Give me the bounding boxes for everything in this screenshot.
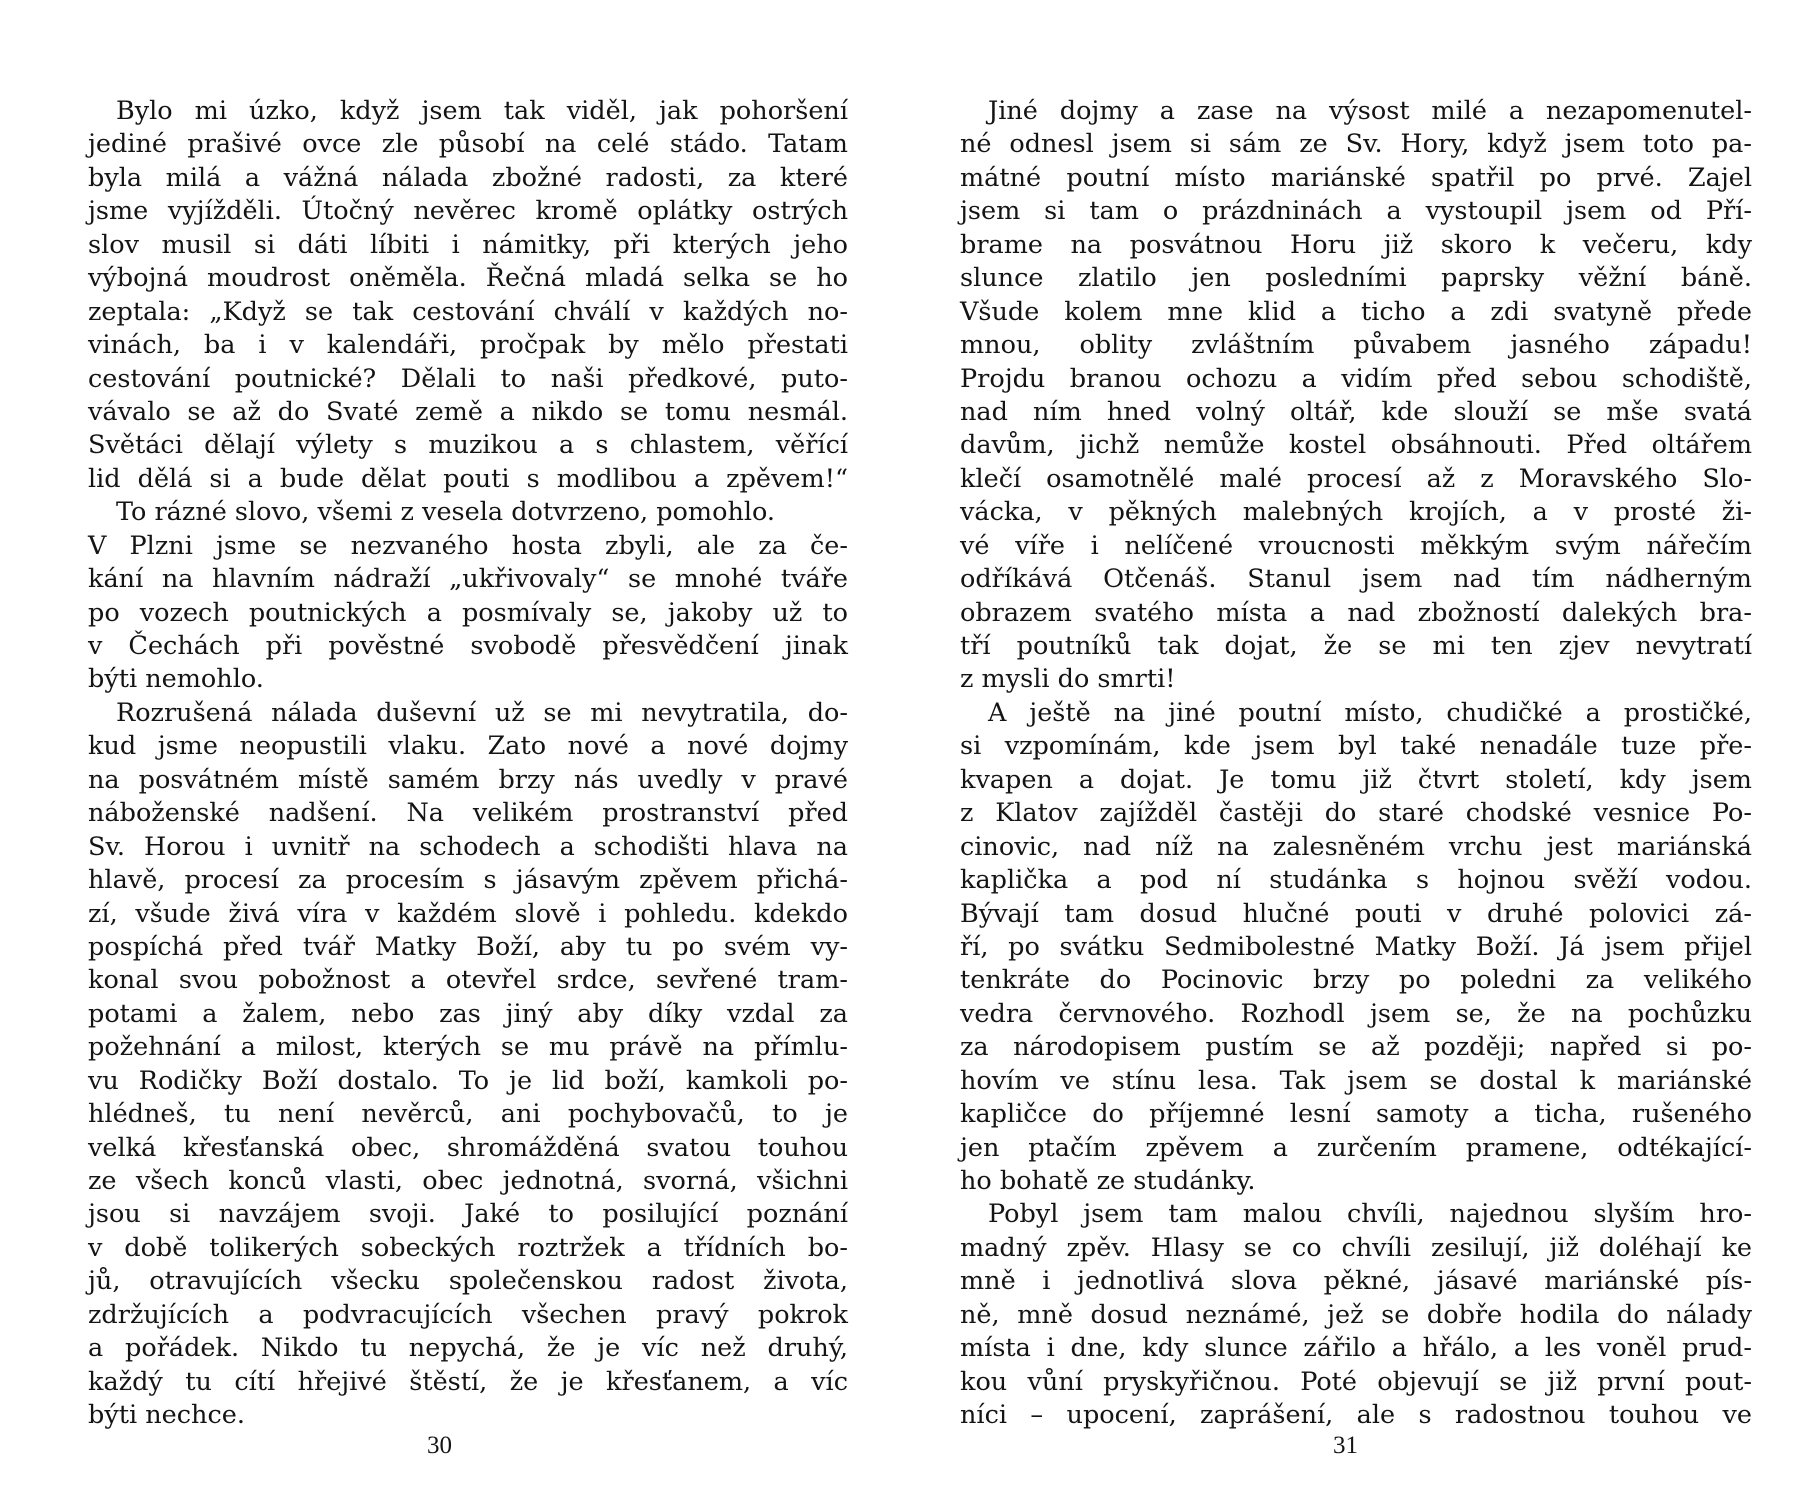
text-line: náboženské nadšení. Na velikém prostranství před	[88, 798, 848, 829]
text-line: za národopisem pustím se až později; napřed si po-	[960, 1032, 1752, 1063]
text-line: nad ním hned volný oltář, kde slouží se mše svatá	[960, 396, 1752, 427]
text-line: ně, mně dosud neznámé, jež se dobře hodila do nálady	[960, 1299, 1752, 1330]
text-line: vé víře i nelíčené vroucnosti měkkým svým nářečím	[960, 530, 1752, 561]
text-line: slunce zlatilo jen posledními paprsky věžní báně.	[960, 263, 1752, 294]
text-line: mně i jednotlivá slova pěkné, jásavé mariánské pís-	[960, 1266, 1752, 1297]
text-line: Jiné dojmy a zase na výsost milé a nezapomenutel-	[988, 96, 1752, 126]
text-line: ho bohatě ze studánky.	[960, 1166, 1256, 1196]
page-number-left: 30	[427, 1432, 452, 1459]
text-line: ze všech konců vlasti, obec jednotná, svorná, všichni	[88, 1166, 848, 1196]
text-line: slov musil si dáti líbiti i námitky, při kterých jeho	[88, 229, 848, 260]
right-page-text	[960, 95, 1752, 1433]
text-line: po vozech poutnických a posmívaly se, jakoby už to	[88, 597, 848, 628]
text-line: To rázné slovo, všemi z vesela dotvrzeno, pomohlo.	[116, 497, 776, 528]
text-line: z mysli do smrti!	[960, 664, 1176, 695]
text-line: jsou si navzájem svoji. Jaké to posilující poznání	[88, 1199, 848, 1230]
text-line: hlavě, procesí za procesím s jásavým zpěvem přichá-	[88, 865, 848, 896]
text-line: kaplička a pod ní studánka s hojnou svěží vodou.	[960, 865, 1752, 896]
text-line: si vzpomínám, kde jsem byl také nenadále tuze pře-	[960, 731, 1752, 762]
text-line: odříkává Otčenáš. Stanul jsem nad tím nádherným	[960, 564, 1752, 595]
text-line: v Čechách při pověstné svobodě přesvědčení jinak	[88, 631, 848, 661]
text-line: hovím ve stínu lesa. Tak jsem se dostal k mariánské	[960, 1065, 1752, 1096]
text-line: konal svou pobožnost a otevřel srdce, sevřené tram-	[88, 965, 848, 996]
text-line: každý tu cítí hřejivé štěstí, že je křesťanem, a víc	[88, 1366, 848, 1397]
text-line: mnou, oblity zvláštním půvabem jasného západu!	[960, 330, 1752, 361]
text-line: Všude kolem mne klid a ticho a zdi svatyně přede	[960, 296, 1752, 327]
text-line: V Plzni jsme se nezvaného hosta zbyli, ale za če-	[88, 530, 848, 561]
text-line: pospíchá před tvář Matky Boží, aby tu po svém vy-	[88, 931, 848, 962]
text-line: Pobyl jsem tam malou chvíli, najednou slyším hro-	[988, 1199, 1752, 1230]
text-line: vinách, ba i v kalendáři, pročpak by mělo přestati	[88, 330, 848, 361]
text-line: velká křesťanská obec, shromážděná svatou touhou	[88, 1132, 848, 1163]
text-line: Sv. Horou i uvnitř na schodech a schodišti hlava na	[88, 831, 848, 862]
left-page-text	[88, 95, 848, 1433]
text-line: A ještě na jiné poutní místo, chudičké a prostičké,	[988, 697, 1752, 728]
text-line: vu Rodičky Boží dostalo. To je lid boží, kamkoli po-	[88, 1065, 848, 1096]
text-line: potami a žalem, nebo zas jiný aby díky vzdal za	[88, 998, 848, 1029]
text-line: Rozrušená nálada duševní už se mi nevytratila, do-	[116, 697, 848, 728]
text-line: ří, po svátku Sedmibolestné Matky Boží. Já jsem přijel	[960, 931, 1752, 962]
text-line: Bývají tam dosud hlučné pouti v druhé polovici zá-	[960, 898, 1752, 929]
text-line: cinovic, nad níž na zalesněném vrchu jest mariánská	[960, 831, 1752, 862]
text-line: kání na hlavním nádraží „ukřivovaly“ se mnohé tváře	[88, 564, 848, 595]
text-line: klečí osamotnělé malé procesí až z Moravského Slo-	[960, 463, 1752, 494]
text-line: zí, všude živá víra v každém slově i pohledu. kdekdo	[88, 898, 848, 929]
text-line: né odnesl jsem si sám ze Sv. Hory, když jsem toto pa-	[960, 129, 1752, 160]
text-line: tenkráte do Pocinovic brzy po poledni za velikého	[960, 965, 1752, 996]
text-line: jediné prašivé ovce zle působí na celé stádo. Tatam	[88, 129, 848, 160]
text-line: jen ptačím zpěvem a zurčením pramene, odtékající-	[960, 1132, 1752, 1163]
text-line: brame na posvátnou Horu již skoro k večeru, kdy	[960, 229, 1752, 260]
text-line: vedra červnového. Rozhodl jsem se, že na pochůzku	[960, 998, 1752, 1029]
text-line: zdržujících a podvracujících všechen pravý pokrok	[88, 1299, 848, 1330]
text-line: hlédneš, tu není nevěrců, ani pochybovačů, to je	[88, 1099, 848, 1130]
text-line: býti nechce.	[88, 1400, 245, 1431]
text-line: davům, jichž nemůže kostel obsáhnouti. Před oltářem	[960, 430, 1752, 461]
text-line: vávalo se až do Svaté země a nikdo se tomu nesmál.	[88, 396, 848, 427]
text-line: Bylo mi úzko, když jsem tak viděl, jak pohoršení	[116, 96, 848, 126]
text-line: obrazem svatého místa a nad zbožností dalekých bra-	[960, 597, 1752, 628]
text-line: cestování poutnické? Dělali to naši předkové, puto-	[88, 363, 848, 394]
text-line: místa i dne, kdy slunce zářilo a hřálo, a les voněl prud-	[960, 1333, 1752, 1364]
text-line: kud jsme neopustili vlaku. Zato nové a nové dojmy	[88, 731, 848, 762]
text-line: kvapen a dojat. Je tomu již čtvrt století, kdy jsem	[960, 764, 1752, 795]
text-line: a pořádek. Nikdo tu nepychá, že je víc než druhý,	[88, 1333, 848, 1364]
text-line: jsem si tam o prázdninách a vystoupil jsem od Pří-	[960, 196, 1752, 227]
text-line: tří poutníků tak dojat, že se mi ten zjev nevytratí	[960, 631, 1752, 661]
text-line: níci – upocení, zaprášení, ale s radostnou touhou ve	[960, 1400, 1752, 1431]
text-line: Světáci dělají výlety s muzikou a s chlastem, věřící	[88, 430, 848, 461]
text-line: mátné poutní místo mariánské spatřil po prvé. Zajel	[960, 162, 1752, 193]
text-line: v době tolikerých sobeckých roztržek a třídních bo-	[88, 1232, 848, 1263]
text-line: jů, otravujících všecku společenskou radost života,	[88, 1266, 848, 1297]
text-line: vácka, v pěkných malebných krojích, a v prosté ži-	[960, 497, 1752, 528]
text-line: z Klatov zajížděl častěji do staré chodské vesnice Po-	[960, 798, 1752, 829]
text-line: jsme vyjížděli. Útočný nevěrec kromě oplátky ostrých	[88, 196, 848, 227]
text-line: lid dělá si a bude dělat pouti s modlibou a zpěvem!“	[88, 463, 848, 494]
text-line: Projdu branou ochozu a vidím před sebou schodiště,	[960, 363, 1752, 394]
text-line: býti nemohlo.	[88, 664, 264, 695]
text-line: výbojná moudrost oněměla. Řečná mladá selka se ho	[88, 263, 848, 294]
text-line: požehnání a milost, kterých se mu právě na přímlu-	[88, 1032, 848, 1063]
text-line: na posvátném místě samém brzy nás uvedly v pravé	[88, 764, 848, 795]
text-line: madný zpěv. Hlasy se co chvíli zesilují, již doléhají ke	[960, 1232, 1752, 1263]
text-line: kou vůní pryskyřičnou. Poté objevují se již první pout-	[960, 1366, 1752, 1397]
page-number-right: 31	[1333, 1432, 1358, 1459]
text-line: byla milá a vážná nálada zbožné radosti, za které	[88, 162, 848, 193]
text-line: zeptala: „Když se tak cestování chválí v každých no-	[88, 296, 848, 327]
text-line: kapličce do příjemné lesní samoty a ticha, rušeného	[960, 1099, 1752, 1130]
